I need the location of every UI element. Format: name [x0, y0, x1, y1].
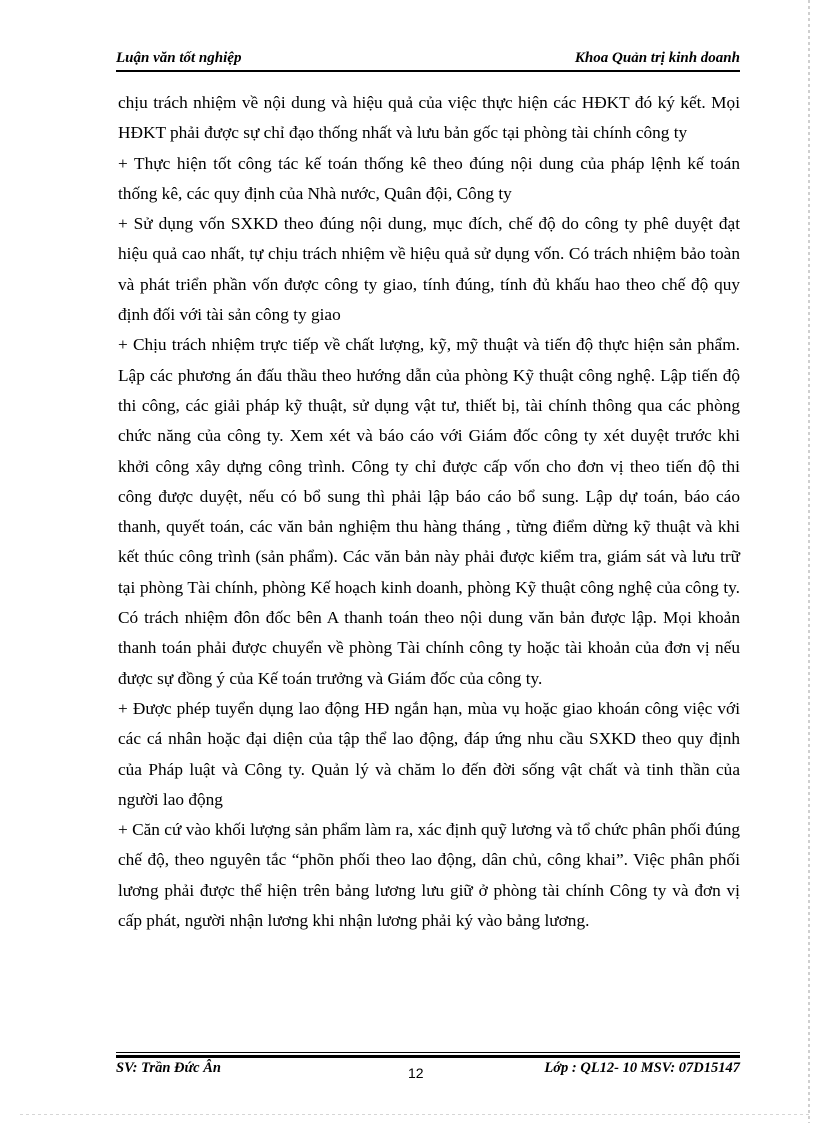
- page-footer: [116, 1060, 740, 1082]
- header-divider: [116, 70, 740, 72]
- document-body: [118, 88, 740, 936]
- page-edge-right: [808, 0, 810, 1123]
- page-number: 12: [408, 1065, 424, 1081]
- paragraph: + Được phép tuyển dụng lao động HĐ ngắn hạn, mùa vụ hoặc giao khoán công việc với các cá nhân hoặc đại diện của tập thể lao động, đáp ứng nhu cầu SXKD theo quy định của Pháp luật và Công ty. Quản lý và chăm lo đến đời sống vật chất và tinh thần của người lao động: [118, 698, 740, 809]
- paragraph: + Chịu trách nhiệm trực tiếp về chất lượng, kỹ, mỹ thuật và tiến độ thực hiện sản phẩm. Lập các phương án đấu thầu theo hướng dẫn của phòng Kỹ thuật công nghệ. Lập tiến độ thi công, các giải pháp kỹ thuật, sử dụng vật tư, thiết bị, tài chính thông qua các phòng chức năng của công ty. Xem xét và báo cáo với Giám đốc công ty xét duyệt trước khi khởi công xây dựng công trình. Công ty chỉ được cấp vốn cho đơn vị theo tiến độ thi công được duyệt, nếu có bổ sung thì phải lập báo cáo bổ sung. Lập dự toán, báo cáo thanh, quyết toán, các văn bản nghiệm thu hàng tháng , từng điểm dừng kỹ thuật và khi kết thúc công trình (sản phẩm). Các văn bản này phải được kiểm tra, giám sát và lưu trữ tại phòng Tài chính, phòng Kế hoạch kinh doanh, phòng Kỹ thuật công nghệ của công ty. Có trách nhiệm đôn đốc bên A thanh toán theo nội dung văn bản được lập. Mọi khoản thanh toán phải được chuyển về phòng Tài chính công ty hoặc tài khoản của đơn vị nếu được sự đồng ý của Kế toán trưởng và Giám đốc của công ty.: [118, 335, 740, 688]
- paragraph: + Căn cứ vào khối lượng sản phẩm làm ra, xác định quỹ lương và tổ chức phân phối đúng chế độ, theo nguyên tắc “phõn phối theo lao động, dân chủ, công khai”. Việc phân phối lương phải được thể hiện trên bảng lương lưu giữ ở phòng tài chính Công ty và đơn vị cấp phát, người nhận lương khi nhận lương phải ký vào bảng lương.: [118, 820, 740, 931]
- page-edge-bottom: [20, 1114, 810, 1115]
- paragraph: chịu trách nhiệm về nội dung và hiệu quả của việc thực hiện các HĐKT đó ký kết. Mọi HĐKT phải được sự chỉ đạo thống nhất và lưu bản gốc tại phòng tài chính công ty: [118, 93, 740, 143]
- header-thesis-title: Luận văn tốt nghiệp: [116, 50, 242, 66]
- footer-class-info: Lớp : QL12- 10 MSV: 07D15147: [544, 1060, 740, 1076]
- page-header: [116, 50, 740, 72]
- footer-divider-thin: [116, 1052, 740, 1053]
- footer-student-name: SV: Trần Đức Ân: [116, 1060, 221, 1076]
- header-faculty: Khoa Quản trị kinh doanh: [574, 50, 740, 66]
- footer-divider-thick: [116, 1055, 740, 1058]
- paragraph: + Thực hiện tốt công tác kế toán thống kê theo đúng nội dung của pháp lệnh kế toán thống kê, các quy định của Nhà nước, Quân đội, Công ty: [118, 153, 740, 203]
- paragraph: + Sử dụng vốn SXKD theo đúng nội dung, mục đích, chế độ do công ty phê duyệt đạt hiệu quả cao nhất, tự chịu trách nhiệm về hiệu quả sử dụng vốn. Có trách nhiệm bảo toàn và phát triển phần vốn được công ty giao, tính đúng, tính đủ khấu hao theo chế độ quy định đối với tài sản công ty giao: [118, 214, 740, 325]
